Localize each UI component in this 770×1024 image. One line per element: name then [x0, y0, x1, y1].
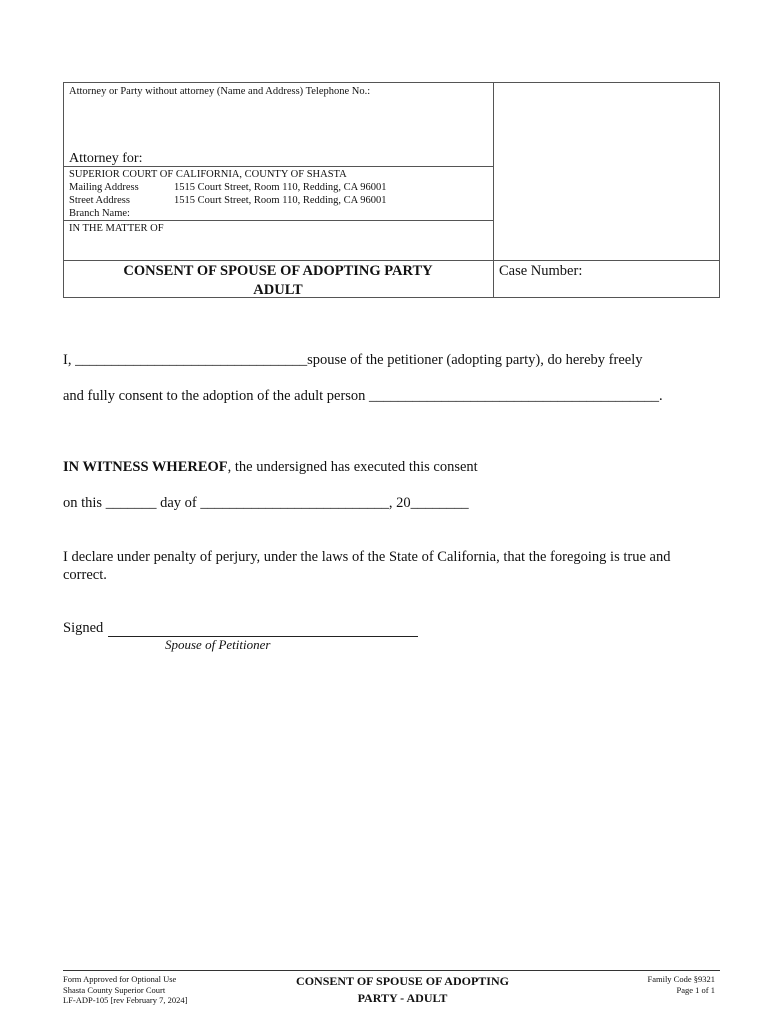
mailing-address-value: 1515 Court Street, Room 110, Redding, CA 96001: [174, 182, 387, 193]
declaration-line-1: I declare under penalty of perjury, under the laws of the State of California, that the foregoing is true and: [63, 549, 671, 565]
witness-text: , the undersigned has executed this consent: [227, 459, 478, 475]
footer-left-line1: Form Approved for Optional Use: [63, 974, 177, 984]
title-section-divider: [63, 260, 720, 261]
caption-vertical-divider: [493, 82, 494, 298]
signed-label: Signed: [63, 620, 104, 636]
branch-name-label: Branch Name:: [69, 208, 130, 219]
form-title: [63, 262, 493, 300]
attorney-line-label: Attorney or Party without attorney (Name and Address) Telephone No.:: [69, 86, 371, 97]
footer-title-line1: CONSENT OF SPOUSE OF ADOPTING: [296, 974, 509, 988]
attorney-for-label: Attorney for:: [69, 151, 143, 166]
mailing-address-label: Mailing Address: [69, 182, 139, 193]
footer-left-line3: LF-ADP-105 [rev February 7, 2024]: [63, 995, 188, 1005]
witness-line: [63, 459, 478, 476]
matter-label: IN THE MATTER OF: [69, 223, 164, 234]
footer-left-line2: Shasta County Superior Court: [63, 984, 166, 995]
date-line: on this _______ day of __________________________, 20________: [63, 495, 469, 511]
signer-caption: Spouse of Petitioner: [165, 637, 271, 652]
declaration-line-2: correct.: [63, 567, 107, 583]
footer-title-line2: PARTY - ADULT: [357, 991, 448, 1005]
footer-page-number: Page 1 of 1: [676, 984, 715, 995]
consent-line-1: I, ________________________________spouse of the petitioner (adopting party), do hereby freely: [63, 352, 643, 368]
footer-rule: [63, 970, 720, 971]
case-number-label: Case Number:: [499, 263, 583, 279]
court-name: SUPERIOR COURT OF CALIFORNIA, COUNTY OF SHASTA: [69, 169, 347, 180]
street-address-value: 1515 Court Street, Room 110, Redding, CA 96001: [174, 195, 387, 206]
footer-left: [63, 974, 187, 1006]
consent-line-2: and fully consent to the adoption of the adult person ________________________________________.: [63, 388, 663, 404]
court-section-divider: [63, 220, 494, 221]
footer-right: [560, 974, 715, 995]
footer-title: [270, 973, 535, 1007]
form-title-line2: ADULT: [253, 282, 303, 298]
form-title-line1: CONSENT OF SPOUSE OF ADOPTING PARTY: [123, 263, 433, 279]
witness-heading: IN WITNESS WHEREOF: [63, 459, 228, 475]
street-address-label: Street Address: [69, 195, 130, 206]
footer-family-code: Family Code §9321: [647, 974, 715, 984]
